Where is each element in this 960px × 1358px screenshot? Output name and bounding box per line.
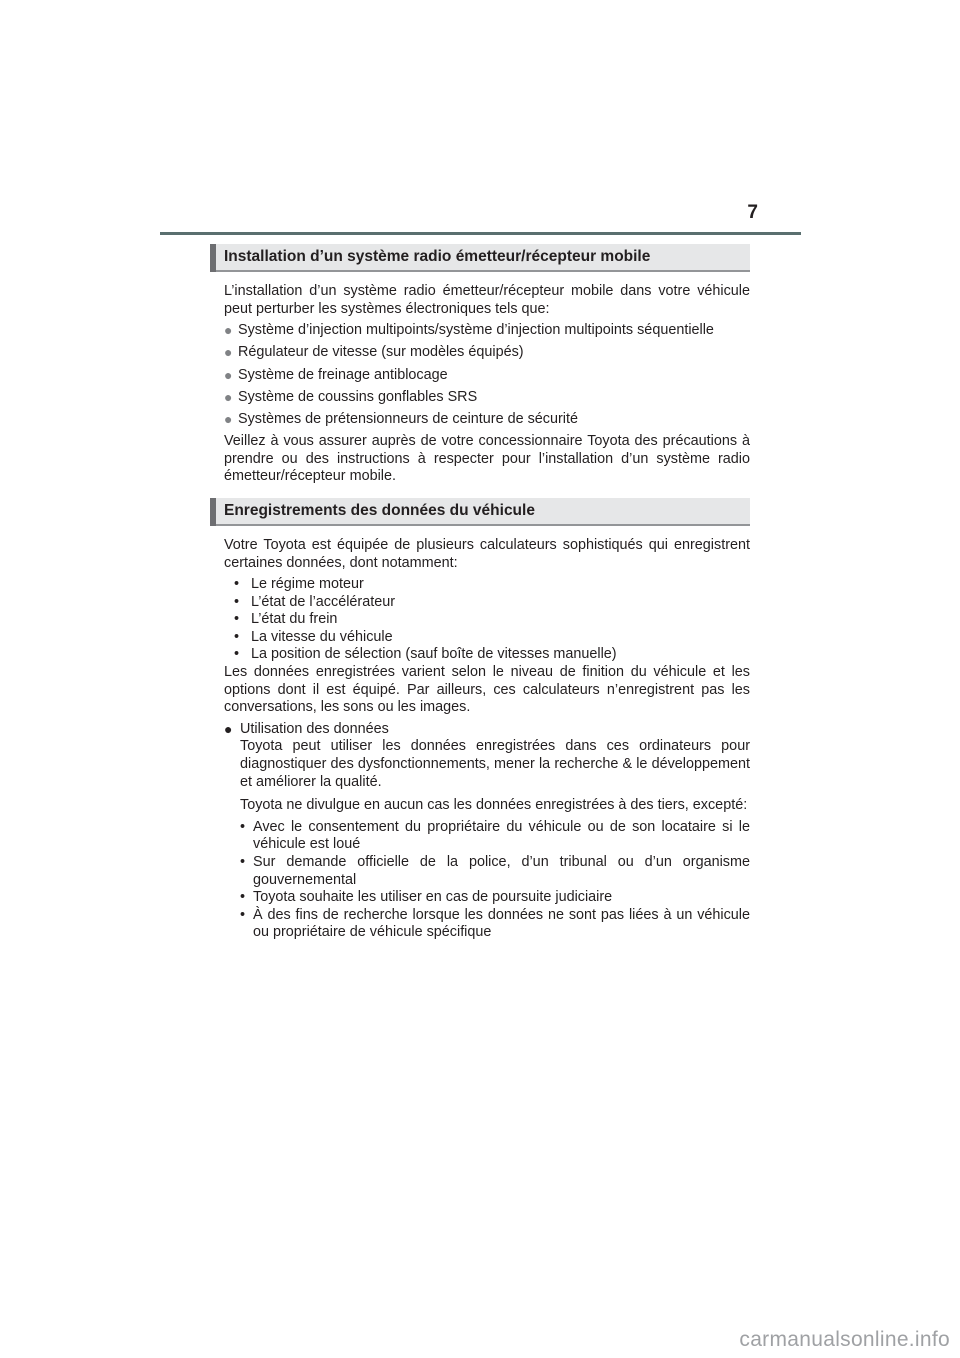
page-number: 7	[747, 202, 758, 223]
list-item: • Sur demande officielle de la police, d’un tribunal ou d’un organisme gouvernemental	[240, 854, 750, 888]
disclosure-exceptions-list	[210, 819, 750, 942]
bullet-icon: •	[240, 906, 246, 923]
section-heading-radio: Installation d’un système radio émetteur/récepteur mobile	[210, 244, 750, 272]
radio-systems-list	[210, 322, 750, 428]
section-heading-data-recording: Enregistrements des données du véhicule	[210, 498, 750, 526]
list-item: • La position de sélection (sauf boîte de vitesses manuelle)	[234, 646, 617, 663]
bullet-icon: ●	[224, 366, 233, 383]
bullet-icon: ●	[224, 410, 233, 427]
radio-closing-text: Veillez à vous assurer auprès de votre concessionnaire Toyota des précautions à prendre ou des instructions à respecter pour l’installation d’un système radio émetteur/récepteur mobile.	[224, 433, 750, 485]
list-item: ● Systèmes de prétensionneurs de ceinture de sécurité	[224, 410, 578, 427]
bullet-icon: •	[234, 576, 240, 593]
recorded-data-list	[210, 576, 750, 664]
data-disclosure-text: Toyota ne divulgue en aucun cas les données enregistrées à des tiers, excepté:	[240, 797, 748, 814]
list-item: • Toyota souhaite les utiliser en cas de poursuite judiciaire	[240, 889, 613, 906]
bullet-icon: •	[234, 628, 240, 645]
bullet-icon: •	[234, 646, 240, 663]
data-usage-block	[210, 721, 750, 942]
bullet-icon: •	[234, 611, 240, 628]
list-item: • L’état du frein	[234, 611, 338, 628]
data-usage-text: Toyota peut utiliser les données enregistrées dans ces ordinateurs pour diagnostiquer des dysfonctionnements, mener la recherche & le développement et améliorer la qualité.	[240, 738, 750, 790]
data-usage-title: ● Utilisation des données	[224, 720, 389, 737]
list-item: ● Système de coussins gonflables SRS	[224, 388, 478, 405]
data-variation-text: Les données enregistrées varient selon le niveau de finition du véhicule et les options dont il est équipé. Par ailleurs, ces calculateurs n’enregistrent pas les conversations, les sons ou les images.	[224, 664, 750, 716]
list-item: ● Régulateur de vitesse (sur modèles équipés)	[224, 344, 524, 361]
data-intro-text: Votre Toyota est équipée de plusieurs calculateurs sophistiqués qui enregistrent certaines données, dont notamment:	[224, 536, 750, 571]
list-item: • Avec le consentement du propriétaire du véhicule ou de son locataire si le véhicule est loué	[240, 818, 750, 853]
bullet-icon: •	[240, 889, 246, 906]
bullet-icon: ●	[224, 388, 233, 405]
watermark: carmanualsonline.info	[739, 1328, 950, 1351]
list-item: • La vitesse du véhicule	[234, 628, 393, 645]
bullet-icon: ●	[224, 344, 233, 361]
bullet-icon: •	[240, 854, 246, 870]
list-item: • Le régime moteur	[234, 576, 364, 593]
radio-intro-text: L’installation d’un système radio émetteur/récepteur mobile dans votre véhicule peut perturber les systèmes électroniques tels que:	[224, 283, 750, 317]
list-item: • À des fins de recherche lorsque les données ne sont pas liées à un véhicule ou propriétaire de véhicule spécifique	[240, 906, 750, 941]
header-rule	[160, 232, 801, 235]
bullet-icon: •	[234, 593, 240, 610]
bullet-icon: •	[240, 818, 246, 835]
list-item: ● Système de freinage antiblocage	[224, 366, 448, 383]
bullet-icon: ●	[224, 720, 233, 737]
bullet-icon: ●	[224, 322, 233, 339]
list-item: ● Système d’injection multipoints/système d’injection multipoints séquentielle	[224, 322, 714, 339]
list-item: • L’état de l’accélérateur	[234, 593, 395, 610]
page-content	[210, 244, 750, 942]
